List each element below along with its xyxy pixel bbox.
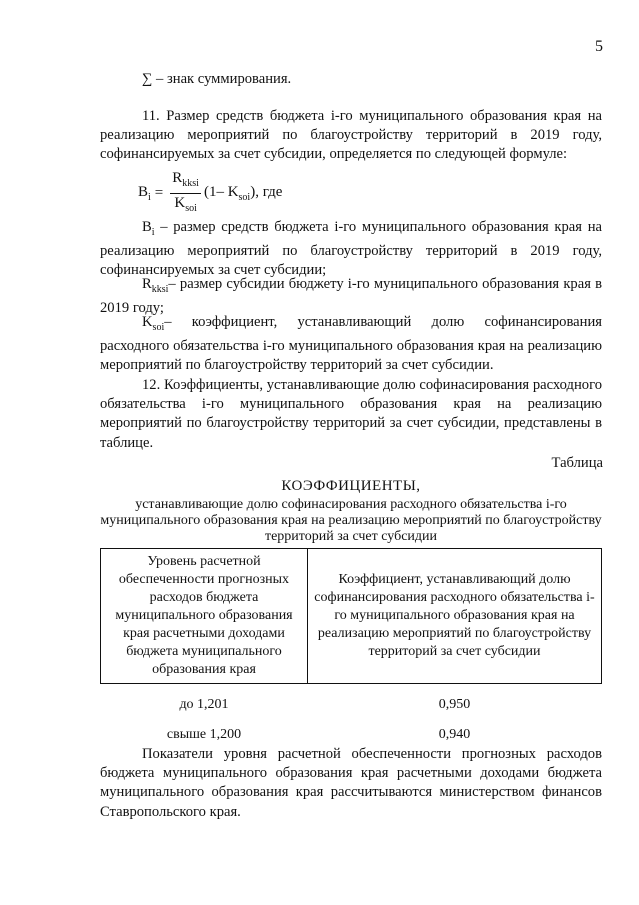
formula-fraction [170, 170, 201, 217]
table-cell-coefficient: 0,940 [438, 727, 471, 742]
definition-k: $K_{soi}-$ коэффициент, устанавливающий долю софинансирования расходного обязательства i-го муниципального образования края на реализацию мероприятий по благоустройству территорий за счет субсидии. [100, 314, 602, 374]
table-cell-coefficient: 0,950 [438, 697, 471, 712]
formula-multiplier: (1– $K_{soi}$), где [203, 184, 283, 203]
sigma-definition: ∑ – знак суммирования. [142, 71, 292, 87]
table-title: КОЭФФИЦИЕНТЫ, [281, 478, 421, 494]
page-number: 5 [595, 38, 603, 55]
table-cell-level: до 1,201 [179, 697, 229, 712]
table-header-row [101, 549, 602, 684]
definition-r: $R_{kksi}-$ размер субсидии бюджету i-го муниципального образования края в 2019 году; [100, 276, 602, 317]
formula-lhs: $B_i$ [138, 184, 151, 203]
table-caption: Таблица [551, 455, 603, 471]
table-cell-level: свыше 1,200 [166, 727, 242, 742]
table-subtitle: устанавливающие долю софинасирования расходного обязательства i-го муниципального образования края на реализацию мероприятий по благоустройству территорий за счет субсидии [100, 497, 602, 544]
formula-denominator: $K_{soi}$ [174, 195, 197, 214]
table-header-coefficient: Коэффициент, устанавливающий долю софинансирования расходного обязательства i-го муниципального образования края на реализацию мероприятий по благоустройству территорий за счет субсидии [308, 549, 602, 684]
paragraph-12: 12. Коэффициенты, устанавливающие долю софинасирования расходного обязательства i-го муниципального образования края на реализацию мероприятий по благоустройству территорий за счет субсидии, представлены в таблице. [100, 377, 602, 451]
definition-b: $B_i$ – размер средств бюджета i-го муниципального образования края на реализацию мероприятий по благоустройству территорий в 2019 году, софинансируемых за счет субсидии; [100, 219, 602, 279]
formula-equals: = [154, 185, 164, 201]
table-row [101, 690, 602, 720]
table-header-level: Уровень расчетной обеспеченности прогнозных расходов бюджета муниципального образования края расчетными доходами бюджета муниципального образования края [101, 549, 308, 684]
final-paragraph: Показатели уровня расчетной обеспеченности прогнозных расходов бюджета муниципального образования края расчетными доходами бюджета муниципального образования края рассчитываются министерством финансов Ставропольского края. [100, 746, 602, 820]
coefficient-table [100, 548, 602, 750]
paragraph-11: 11. Размер средств бюджета i-го муниципального образования края на реализацию мероприятий по благоустройству территорий в 2019 году, софинансируемых за счет субсидии, определяется по следующей формуле: [100, 108, 602, 163]
formula [138, 170, 282, 217]
formula-numerator: $R_{kksi}$ [170, 170, 201, 194]
